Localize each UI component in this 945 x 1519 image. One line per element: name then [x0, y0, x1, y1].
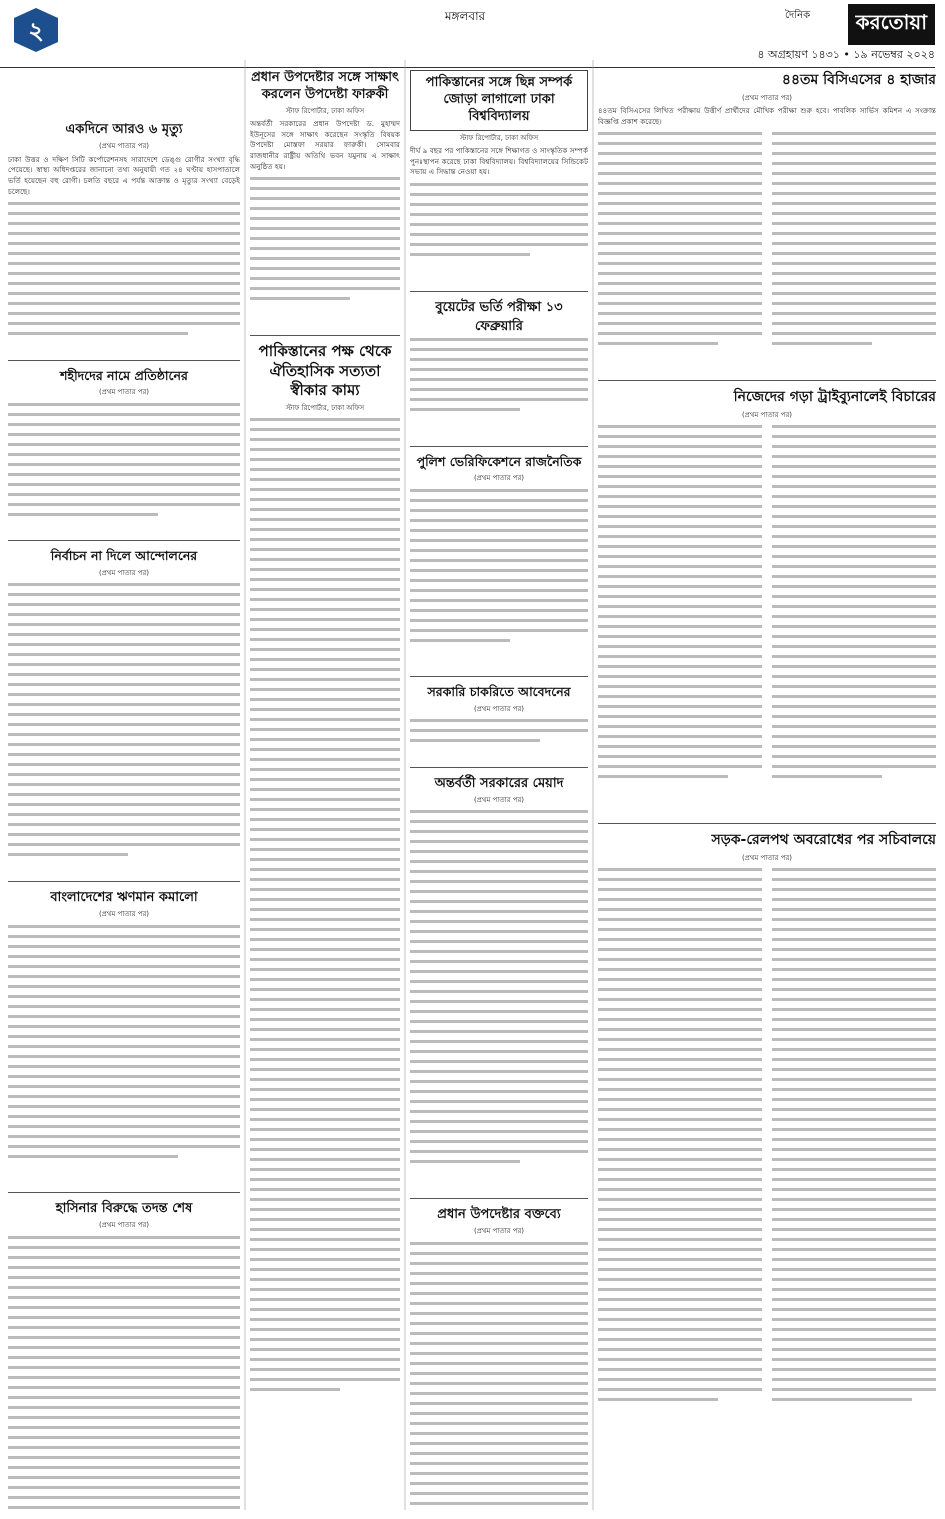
lead-headline: পাকিস্তানের সঙ্গে ছিন্ন সম্পর্ক জোড়া লাগালো ঢাকা বিশ্ববিদ্যালয়	[410, 70, 588, 131]
byline: স্টাফ রিপোর্টার, ঢাকা অফিস	[285, 106, 365, 115]
brand-name: করতোয়া	[848, 4, 935, 45]
headline: সড়ক-রেলপথ অবরোধের পর সচিবালয়ে	[711, 831, 936, 848]
headline: বাংলাদেশের ঋণমান কমালো	[50, 889, 198, 905]
headline: শহীদদের নামে প্রতিষ্ঠানের	[60, 367, 188, 383]
brand-logo	[785, 4, 935, 44]
page-number: ২	[28, 17, 44, 45]
headline: ৪৪তম বিসিএসের ৪ হাজার	[781, 72, 936, 88]
dateline: ৪ অগ্রহায়ণ ১৪৩১ • ১৯ নভেম্বর ২০২৪	[0, 46, 935, 68]
brand-small: দৈনিক	[785, 10, 811, 21]
headline: প্রধান উপদেষ্টার সঙ্গে সাক্ষাৎ করলেন উপদেষ্টা ফারুকী	[251, 70, 399, 102]
article-body: দীর্ঘ ৯ বছর পর পাকিস্তানের সঙ্গে শিক্ষাগত ও সাংস্কৃতিক সম্পর্ক পুনঃস্থাপন করেছে ঢাকা বিশ্ববিদ্যালয়। বিশ্ববিদ্যালয়ের সিন্ডিকেট সভায় এ সিদ্ধান্ত নেওয়া হয়।	[410, 146, 588, 177]
continued-label: (প্রথম পাতার পর)	[741, 93, 793, 102]
continued-label: (প্রথম পাতার পর)	[98, 1221, 150, 1230]
headline: সরকারি চাকরিতে আবেদনের	[427, 684, 571, 700]
byline: স্টাফ রিপোর্টার, ঢাকা অফিস	[285, 403, 365, 412]
byline: স্টাফ রিপোর্টার, ঢাকা অফিস	[459, 133, 539, 142]
headline: বুয়েটের ভর্তি পরীক্ষা ১৩ ফেব্রুয়ারি	[435, 299, 563, 334]
headline: হাসিনার বিরুদ্ধে তদন্ত শেষ	[55, 1201, 193, 1217]
headline: অন্তর্বর্তী সরকারের মেয়াদ	[434, 775, 564, 791]
headline: পাকিস্তানের পক্ষ থেকে ঐতিহাসিক সত্যতা স্বীকার কাম্য	[258, 342, 392, 400]
day-label: মঙ্গলবার	[444, 9, 486, 23]
continued-label: (প্রথম পাতার পর)	[473, 1227, 525, 1236]
headline: পুলিশ ভেরিফিকেশনে রাজনৈতিক	[416, 453, 582, 469]
continued-label: (প্রথম পাতার পর)	[473, 474, 525, 483]
article-body: ঢাকা উত্তর ও দক্ষিণ সিটি কর্পোরেশনসহ সারাদেশে ডেঙ্গু রোগীর সংখ্যা বৃদ্ধি পেয়েছে। স্বাস্থ্য অধিদপ্তরের জানানো তথ্য অনুযায়ী গত ২৪ ঘণ্টায় হাসপাতালে ভর্তি হয়েছেন বহু রোগী। চলতি বছরে এ পর্যন্ত আক্রান্ত ও মৃত্যুর সংখ্যা বেড়েই চলেছে।	[8, 154, 240, 196]
column-dividers	[0, 60, 945, 1510]
continued-label: (প্রথম পাতার পর)	[98, 388, 150, 397]
continued-label: (প্রথম পাতার পর)	[473, 704, 525, 713]
continued-label: (প্রথম পাতার পর)	[98, 568, 150, 577]
continued-label: (প্রথম পাতার পর)	[98, 142, 150, 151]
headline: একদিনে আরও ৬ মৃত্যু	[65, 122, 183, 137]
headline: প্রধান উপদেষ্টার বক্তব্যে	[437, 1207, 561, 1223]
article-body: ৪৪তম বিসিএসের লিখিত পরীক্ষায় উত্তীর্ণ প্রার্থীদের মৌখিক পরীক্ষা শুরু হবে। পাবলিক সার্ভিস কমিশন এ সংক্রান্ত বিজ্ঞপ্তি প্রকাশ করেছে।	[598, 106, 936, 126]
masthead	[0, 0, 945, 61]
headline: নির্বাচন না দিলে আন্দোলনের	[50, 548, 198, 564]
continued-label: (প্রথম পাতার পর)	[741, 853, 793, 862]
continued-label: (প্রথম পাতার পর)	[98, 910, 150, 919]
continued-label: (প্রথম পাতার পর)	[741, 410, 793, 419]
headline: নিজেদের গড়া ট্রাইব্যুনালেই বিচারের	[733, 389, 936, 406]
article-body: অন্তর্বর্তী সরকারের প্রধান উপদেষ্টা ড. মুহাম্মদ ইউনূসের সঙ্গে সাক্ষাৎ করেছেন সংস্কৃতি বিষয়ক উপদেষ্টা মোস্তফা সরয়ার ফারুকী। সোমবার রাজধানীর রাষ্ট্রীয় অতিথি ভবন যমুনায় এ সাক্ষাৎ অনুষ্ঠিত হয়।	[250, 119, 400, 171]
continued-label: (প্রথম পাতার পর)	[473, 796, 525, 805]
